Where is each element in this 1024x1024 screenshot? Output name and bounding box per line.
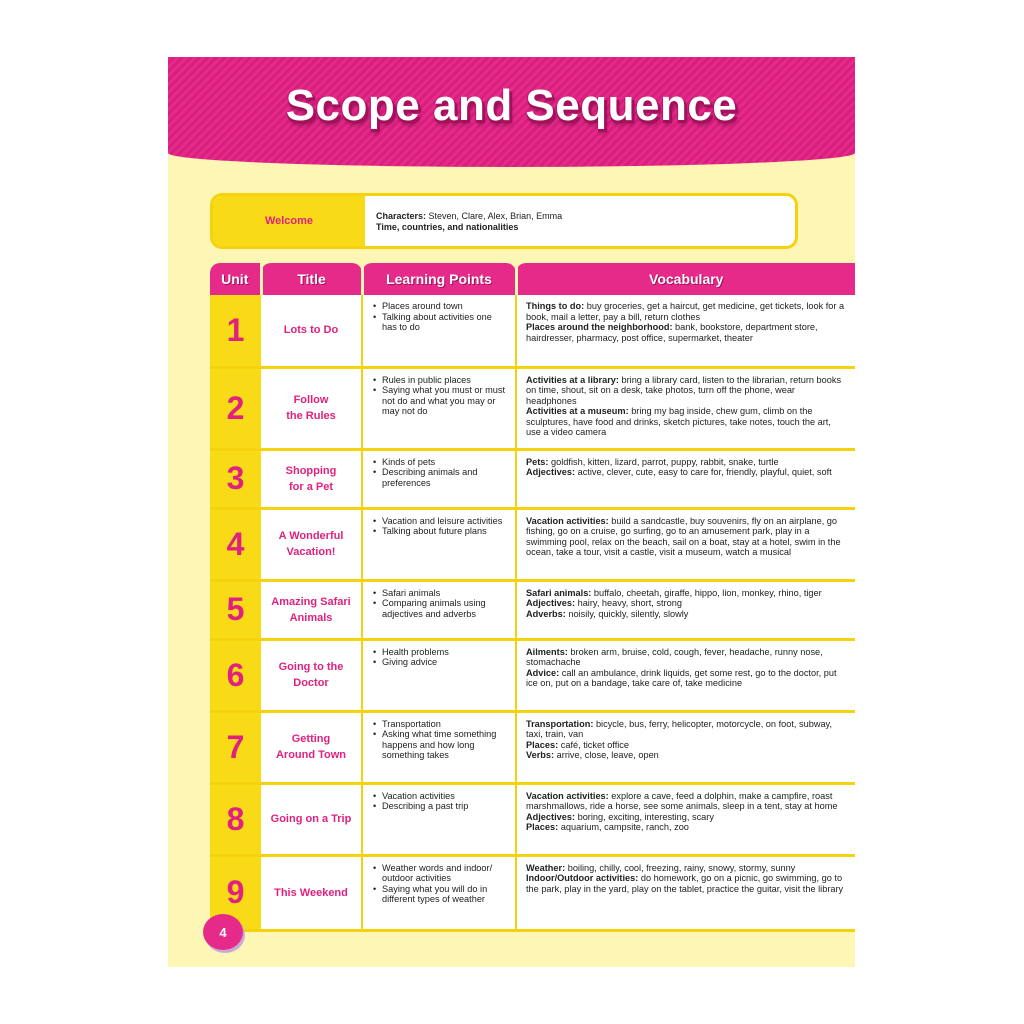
- unit-number: 6: [210, 639, 261, 711]
- table-row: [210, 855, 855, 930]
- vocabulary-group: [526, 822, 847, 833]
- header-vocabulary: Vocabulary: [516, 263, 855, 295]
- unit-number: 5: [210, 580, 261, 639]
- learning-point: • Describing a past trip: [373, 801, 509, 812]
- vocabulary-group: [526, 322, 847, 343]
- unit-title-line: Going to the: [278, 661, 344, 673]
- vocabulary-group: [526, 375, 847, 407]
- vocabulary-words: bring my bag inside, chew gum, climb on the sculptures, have food and drinks, sketch pictures, take notes, touch the art, use a video camera: [526, 406, 831, 438]
- page: [168, 57, 855, 967]
- learning-points-cell: [362, 580, 516, 639]
- vocabulary-category: Pets:: [526, 456, 549, 467]
- vocabulary-category: Adjectives:: [526, 811, 576, 822]
- vocabulary-category: Places:: [526, 739, 559, 750]
- unit-number: 8: [210, 783, 261, 855]
- page-number: 4: [203, 914, 243, 950]
- vocabulary-group: [526, 668, 847, 689]
- learning-points-cell: [362, 508, 516, 580]
- learning-point: • Describing animals and preferences: [373, 467, 509, 488]
- header-unit: Unit: [210, 263, 261, 295]
- vocabulary-group: [526, 740, 847, 751]
- unit-title: [261, 711, 362, 783]
- unit-title-line: Going on a Trip: [270, 813, 352, 825]
- table-row: [210, 449, 855, 508]
- vocabulary-cell: [516, 295, 855, 367]
- unit-number: 4: [210, 508, 261, 580]
- unit-number: 3: [210, 449, 261, 508]
- vocabulary-cell: [516, 855, 855, 930]
- page-title: Scope and Sequence: [285, 81, 738, 130]
- unit-number: 9: [210, 855, 261, 930]
- learning-point: • Saying what you must or must not do and what you may or may not do: [373, 385, 509, 417]
- vocabulary-group: [526, 301, 847, 322]
- unit-title-line: Follow: [293, 394, 329, 406]
- vocabulary-group: [526, 750, 847, 761]
- vocabulary-cell: [516, 711, 855, 783]
- learning-point: • Weather words and indoor/ outdoor activities: [373, 863, 509, 884]
- learning-point: • Saying what you will do in different types of weather: [373, 884, 509, 905]
- learning-point: • Giving advice: [373, 657, 509, 668]
- vocabulary-cell: [516, 639, 855, 711]
- vocabulary-category: Indoor/Outdoor activities:: [526, 873, 639, 884]
- header-banner: [168, 57, 855, 167]
- vocabulary-cell: [516, 508, 855, 580]
- learning-point: • Comparing animals using adjectives and adverbs: [373, 598, 509, 619]
- learning-points-cell: [362, 711, 516, 783]
- vocabulary-words: buffalo, cheetah, giraffe, hippo, lion, monkey, rhino, tiger: [591, 587, 822, 598]
- learning-points-cell: [362, 783, 516, 855]
- vocabulary-group: [526, 791, 847, 812]
- learning-point: • Talking about activities one has to do: [373, 312, 509, 333]
- learning-points-list: [373, 375, 509, 417]
- learning-points-list: [373, 791, 509, 812]
- unit-title-line: Lots to Do: [283, 324, 339, 337]
- learning-point: • Vacation activities: [373, 791, 509, 802]
- learning-points-cell: [362, 639, 516, 711]
- unit-title: [261, 508, 362, 580]
- vocabulary-group: [526, 457, 847, 468]
- learning-points-cell: [362, 367, 516, 449]
- learning-points-list: [373, 863, 509, 905]
- table-header-row: [210, 263, 855, 295]
- table-row: [210, 295, 855, 367]
- vocabulary-category: Activities at a museum:: [526, 406, 629, 417]
- learning-point: • Health problems: [373, 647, 509, 658]
- vocabulary-words: arrive, close, leave, open: [554, 750, 659, 761]
- unit-number: 1: [210, 295, 261, 367]
- vocabulary-words: aquarium, campsite, ranch, zoo: [558, 822, 689, 833]
- vocabulary-group: [526, 812, 847, 823]
- welcome-topic: Time, countries, and nationalities: [376, 222, 519, 232]
- vocabulary-words: explore a cave, feed a dolphin, make a campfire, roast marshmallows, ride a horse, see some animals, sleep in a tent, stay at home: [526, 790, 838, 812]
- vocabulary-group: [526, 467, 847, 478]
- characters-text: Steven, Clare, Alex, Brian, Emma: [426, 211, 563, 221]
- table-row: [210, 580, 855, 639]
- table-row: [210, 783, 855, 855]
- unit-title: [261, 855, 362, 930]
- learning-point: • Kinds of pets: [373, 457, 509, 468]
- vocabulary-category: Vacation activities:: [526, 515, 609, 526]
- vocabulary-words: noisily, quickly, silently, slowly: [565, 608, 689, 619]
- vocabulary-words: build a sandcastle, buy souvenirs, fly on an airplane, go fishing, go on a cruise, go surfing, go to an amusement park, play in a swimming pool, relax on the beach, sail on a boat, stay at a hotel, swim in the ocean, take a tour, visit a castle, visit a museum, watch a musical: [526, 515, 841, 558]
- vocabulary-words: goldfish, kitten, lizard, parrot, puppy, rabbit, snake, turtle: [548, 456, 779, 467]
- vocabulary-words: bank, bookstore, department store, hairdresser, pharmacy, post office, supermarket, theater: [526, 322, 818, 343]
- vocabulary-group: [526, 719, 847, 740]
- vocabulary-group: [526, 609, 847, 620]
- unit-title-line: Around Town: [275, 749, 347, 761]
- learning-points-cell: [362, 449, 516, 508]
- vocabulary-category: Weather:: [526, 862, 566, 873]
- unit-title: [261, 295, 362, 367]
- vocabulary-category: Adjectives:: [526, 467, 576, 478]
- vocabulary-category: Ailments:: [526, 646, 568, 657]
- vocabulary-category: Transportation:: [526, 718, 594, 729]
- vocabulary-category: Advice:: [526, 667, 560, 678]
- learning-points-list: [373, 647, 509, 668]
- vocabulary-cell: [516, 783, 855, 855]
- unit-number: 2: [210, 367, 261, 449]
- vocabulary-category: Verbs:: [526, 750, 555, 761]
- learning-points-list: [373, 588, 509, 620]
- vocabulary-category: Places:: [526, 822, 559, 833]
- vocabulary-category: Activities at a library:: [526, 374, 619, 385]
- vocabulary-group: [526, 863, 847, 874]
- learning-point: • Vacation and leisure activities: [373, 516, 509, 527]
- unit-title-line: Shopping: [285, 464, 337, 477]
- learning-point: • Safari animals: [373, 588, 509, 599]
- table-row: [210, 508, 855, 580]
- vocabulary-group: [526, 647, 847, 668]
- learning-points-list: [373, 457, 509, 489]
- learning-points-cell: [362, 855, 516, 930]
- vocabulary-words: boiling, chilly, cool, freezing, rainy, snowy, stormy, sunny: [565, 862, 796, 873]
- vocabulary-words: active, clever, cute, easy to care for, friendly, playful, quiet, soft: [575, 467, 832, 478]
- welcome-box: [210, 193, 798, 249]
- scope-table: [210, 263, 855, 932]
- unit-title-line: for a Pet: [288, 480, 333, 493]
- vocabulary-category: Adverbs:: [526, 608, 566, 619]
- unit-title: [261, 783, 362, 855]
- vocabulary-words: call an ambulance, drink liquids, get some rest, go to the doctor, put ice on, put on a bandage, take care of, take medicine: [526, 667, 837, 689]
- learning-point: • Places around town: [373, 301, 509, 312]
- vocabulary-category: Things to do:: [526, 301, 585, 311]
- header-learning-points: Learning Points: [362, 263, 516, 295]
- table-row: [210, 711, 855, 783]
- vocabulary-group: [526, 516, 847, 558]
- vocabulary-cell: [516, 449, 855, 508]
- unit-number: 7: [210, 711, 261, 783]
- learning-point: • Talking about future plans: [373, 526, 509, 537]
- vocabulary-category: Safari animals:: [526, 587, 592, 598]
- vocabulary-group: [526, 873, 847, 894]
- unit-title-line: Animals: [289, 611, 333, 624]
- learning-points-list: [373, 301, 509, 333]
- vocabulary-words: boring, exciting, interesting, scary: [575, 811, 714, 822]
- vocabulary-words: hairy, heavy, short, strong: [575, 598, 682, 609]
- unit-title-line: Getting: [291, 733, 331, 745]
- unit-title-line: Doctor: [293, 677, 329, 689]
- learning-points-cell: [362, 295, 516, 367]
- learning-points-list: [373, 719, 509, 761]
- learning-points-list: [373, 516, 509, 537]
- vocabulary-cell: [516, 367, 855, 449]
- learning-point: • Rules in public places: [373, 375, 509, 386]
- vocabulary-words: buy groceries, get a haircut, get medicine, get tickets, look for a book, mail a letter, pay a bill, return clothes: [526, 301, 845, 322]
- learning-point: • Transportation: [373, 719, 509, 730]
- welcome-details: [376, 211, 562, 233]
- vocabulary-category: Adjectives:: [526, 598, 576, 609]
- vocabulary-group: [526, 588, 847, 599]
- vocabulary-category: Places around the neighborhood:: [526, 322, 673, 333]
- vocabulary-words: bicycle, bus, ferry, helicopter, motorcycle, on foot, subway, taxi, train, van: [526, 718, 833, 740]
- unit-title: [261, 580, 362, 639]
- table-row: [210, 367, 855, 449]
- vocabulary-category: Vacation activities:: [526, 790, 609, 801]
- vocabulary-words: do homework, go on a picnic, go swimming, go to the park, play in the yard, play on the tablet, practice the guitar, visit the library: [526, 873, 844, 894]
- unit-title: [261, 449, 362, 508]
- vocabulary-cell: [516, 580, 855, 639]
- unit-title-line: Vacation!: [286, 546, 336, 558]
- unit-title-line: Amazing Safari: [271, 595, 351, 608]
- unit-title: [261, 367, 362, 449]
- unit-title-line: the Rules: [286, 410, 336, 422]
- unit-title-line: A Wonderful: [278, 530, 344, 542]
- vocabulary-words: broken arm, bruise, cold, cough, fever, headache, runny nose, stomachache: [526, 646, 823, 668]
- learning-point: • Asking what time something happens and how long something takes: [373, 729, 509, 761]
- vocabulary-words: bring a library card, listen to the librarian, return books on time, shout, sit on a desk, take photos, turn off the phone, wear headphones: [526, 374, 842, 406]
- welcome-label: Welcome: [213, 196, 365, 246]
- vocabulary-group: [526, 598, 847, 609]
- characters-label: Characters:: [376, 211, 427, 221]
- header-title: Title: [261, 263, 362, 295]
- vocabulary-words: café, ticket office: [558, 739, 630, 750]
- table-row: [210, 639, 855, 711]
- unit-title-line: This Weekend: [274, 886, 348, 899]
- unit-title: [261, 639, 362, 711]
- vocabulary-group: [526, 406, 847, 438]
